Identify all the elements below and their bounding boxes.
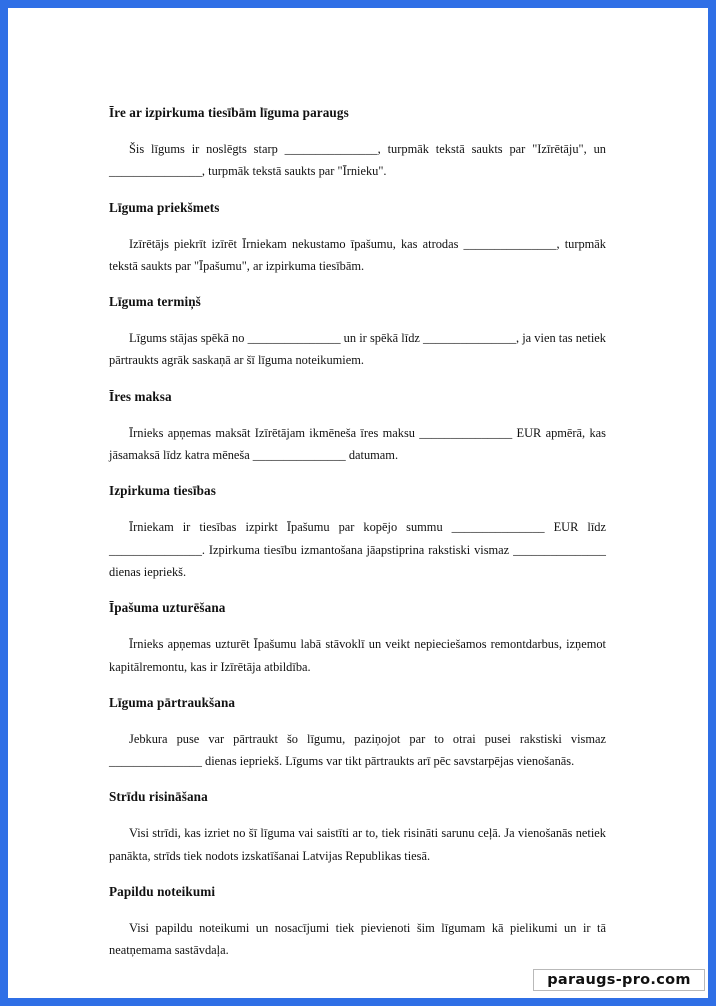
- document-content: [109, 104, 606, 978]
- intro-paragraph: Šis līgums ir noslēgts starp _______________, turpmāk tekstā saukts par "Izīrētāju", un _______________, turpmāk tekstā saukts par "Īrnieku".: [109, 142, 606, 179]
- section-heading: Īpašuma uzturēšana: [109, 600, 226, 616]
- section-maintenance: [109, 599, 606, 678]
- section-heading: Papildu noteikumi: [109, 884, 216, 900]
- document-page: [8, 8, 708, 998]
- section-heading: Līguma termiņš: [109, 294, 201, 310]
- section-paragraph: Izīrētājs piekrīt izīrēt Īrniekam nekustamo īpašumu, kas atrodas _______________, turpmāk tekstā saukts par "Īpašumu", ar izpirkuma tiesībām.: [109, 236, 606, 273]
- section-paragraph: Visi strīdi, kas izriet no šī līguma vai saistīti ar to, tiek risināti sarunu ceļā. Ja vienošanās netiek panākta, strīds tiek nodots izskatīšanai Latvijas Republikas tiesā.: [109, 826, 606, 863]
- document-title: Īre ar izpirkuma tiesībām līguma paraugs: [109, 105, 349, 120]
- watermark-text: paraugs-pro.com: [547, 972, 691, 988]
- section-paragraph: Visi papildu noteikumi un nosacījumi tiek pievienoti šim līgumam kā pielikumi un ir tā neatņemama sastāvdaļa.: [109, 921, 606, 958]
- section-heading: Līguma priekšmets: [109, 199, 220, 215]
- section-paragraph: Jebkura puse var pārtraukt šo līgumu, paziņojot par to otrai pusei rakstiski vismaz _______________ dienas iepriekš. Līgums var tikt pārtraukts arī pēc savstarpējas vienošanās.: [109, 731, 606, 769]
- section-additional-terms: [109, 883, 606, 962]
- section-heading: Izpirkuma tiesības: [109, 483, 216, 499]
- section-subject: [109, 199, 606, 278]
- section-heading: Īres maksa: [109, 388, 172, 404]
- section-paragraph: Īrnieks apņemas maksāt Izīrētājam ikmēneša īres maksu _______________ EUR apmērā, kas jāsamaksā līdz katra mēneša _______________ datumam.: [109, 425, 606, 463]
- watermark-badge: [533, 969, 705, 991]
- section-disputes: [109, 788, 606, 867]
- section-heading: Līguma pārtraukšana: [109, 694, 236, 710]
- section-heading: Strīdu risināšana: [109, 789, 208, 805]
- section-term: [109, 293, 606, 372]
- section-termination: [109, 694, 606, 773]
- section-paragraph: Līgums stājas spēkā no _______________ un ir spēkā līdz _______________, ja vien tas netiek pārtraukts agrāk saskaņā ar šī līguma noteikumiem.: [109, 331, 606, 368]
- section-paragraph: Īrniekam ir tiesības izpirkt Īpašumu par kopējo summu _______________ EUR līdz _______________. Izpirkuma tiesību izmantošana jāapstiprina rakstiski vismaz _______________ dienas iepriekš.: [109, 520, 606, 579]
- section-paragraph: Īrnieks apņemas uzturēt Īpašumu labā stāvoklī un veikt nepieciešamos remontdarbus, izņemot kapitālremontu, kas ir Izīrētāja atbildība.: [109, 637, 606, 674]
- section-purchase-rights: [109, 482, 606, 583]
- section-rent: [109, 388, 606, 467]
